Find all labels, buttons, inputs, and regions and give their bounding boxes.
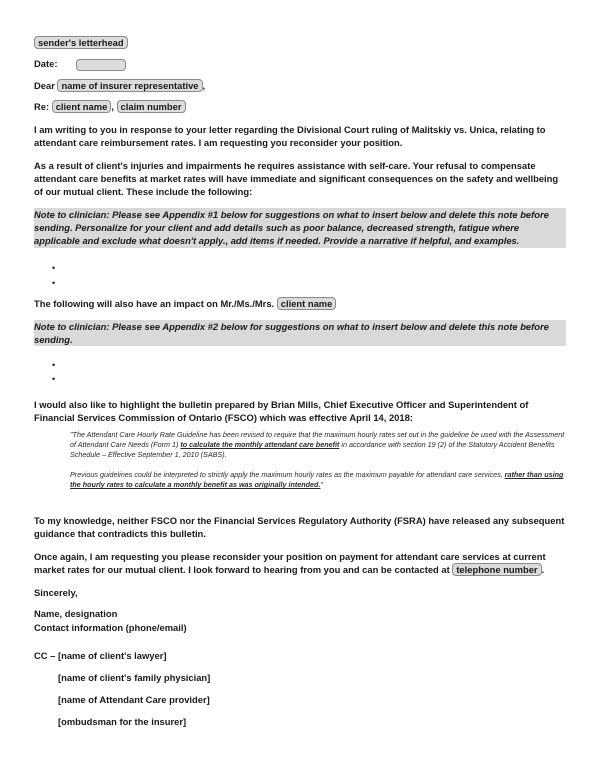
request-period: .: [541, 564, 545, 576]
bullet-point: •: [52, 374, 56, 384]
re-label: Re:: [34, 101, 50, 112]
dear-comma: ,: [202, 80, 206, 91]
re-comma: ,: [111, 101, 114, 112]
paragraph-guidance: To my knowledge, neither FSCO nor the Financial Services Regulatory Authority (FSRA) have released any subsequent guidance that contradicts this bulletin.: [34, 515, 565, 540]
client-name-field[interactable]: client name: [52, 100, 112, 113]
quote2-underlined: rather than using the hourly rates to calculate a monthly benefit as was originally intended.: [70, 470, 564, 489]
date-label: Date:: [34, 58, 58, 69]
cc-item: [name of Attendant Care provider]: [58, 694, 210, 705]
signature-name: Name, designation: [34, 608, 118, 619]
quote2-close: ": [320, 480, 323, 489]
clinician-note-1: Note to clinician: Please see Appendix #1 below for suggestions on what to insert below and delete this note before sending. Personalize for your client and add details such as poor balance, decreased strength, fatigue where applicable and exclude what doesn't apply., add items if needed. Provide a narrative if helpful, and examples.: [34, 208, 566, 248]
salutation-line: [34, 79, 566, 92]
quote2-text: Previous guidelines could be interpreted to strictly apply the maximum hourly rates as the maximum payable for attendant care services,: [70, 470, 503, 479]
quote1-text: "The Attendant Care Hourly Rate Guideline has been revised to require that the maximum hourly rates set out in the guideline be used with the Assessment of Attendant Care Needs (Form 1): [70, 430, 565, 449]
sincerely: Sincerely,: [34, 587, 78, 598]
paragraph-bulletin: I would also like to highlight the bulletin prepared by Brian Mills, Chief Executive Officer and Superintendent of Financial Services Commission of Ontario (FSCO) which was effective April 14, 2018:: [34, 399, 529, 424]
quote1-text-end: in accordance with section 19 (2) of the Statutory Accident Benefits Schedule – Effective September 1, 2010 (SABS).: [70, 440, 555, 459]
re-line: [34, 100, 566, 113]
request-text: Once again, I am requesting you please reconsider your position on payment for attendant care services at current market rates for our mutual client. I look forward to hearing from you and can be contacted at: [34, 551, 546, 576]
bullet-point: •: [52, 360, 56, 370]
bullet-point: •: [52, 263, 56, 273]
cc-item: [ombudsman for the insurer]: [58, 716, 187, 727]
paragraph-consequences: As a result of client's injuries and impairments he requires assistance with self-care. Your refusal to compensate attendant care benefits at market rates will have immediate and significant consequences on the safety and wellbeing of our mutual client. These include the following:: [34, 160, 559, 198]
dear-label: Dear: [34, 80, 55, 91]
bulletin-quote-2: [70, 470, 568, 490]
letterhead-line: [34, 36, 566, 49]
signature-contact: Contact information (phone/email): [34, 622, 187, 633]
paragraph-request: [34, 550, 566, 576]
paragraph-intro: I am writing to you in response to your letter regarding the Divisional Court ruling of Malitskiy vs. Unica, relating to attendant care reimbursement rates. I am requesting you reconsider your position.: [34, 124, 546, 149]
date-field[interactable]: [76, 59, 126, 71]
telephone-field[interactable]: telephone number: [452, 563, 541, 576]
impact-label: The following will also have an impact on Mr./Ms./Mrs.: [34, 298, 275, 309]
claim-number-field[interactable]: claim number: [117, 100, 186, 113]
insurer-rep-field[interactable]: name of insurer representative: [57, 79, 202, 92]
clinician-note-2: Note to clinician: Please see Appendix #2 below for suggestions on what to insert below and delete this note before sending.: [34, 320, 566, 346]
date-line: [34, 57, 566, 71]
bulletin-quote-1: [70, 430, 568, 460]
impact-client-field[interactable]: client name: [277, 297, 337, 310]
letterhead-field[interactable]: sender's letterhead: [34, 36, 128, 49]
cc-line: CC – [name of client's lawyer]: [34, 650, 167, 661]
impact-line: [34, 297, 566, 310]
bullet-point: •: [52, 278, 56, 288]
cc-item: [name of client's family physician]: [58, 672, 211, 683]
quote1-underlined: to calculate the monthly attendant care benefit: [180, 440, 340, 449]
